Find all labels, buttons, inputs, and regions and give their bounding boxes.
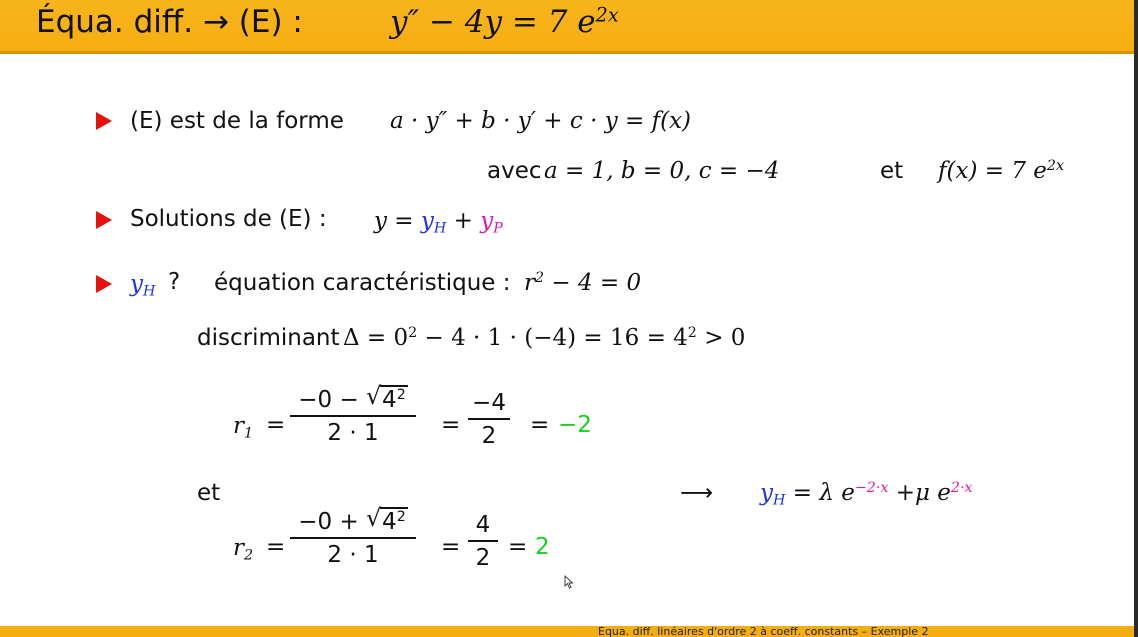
r1-radicand-base: 4 [382,387,397,413]
avec-label: avec [487,158,542,184]
yH-solution-exp2: 2·x [950,480,973,497]
et-label-2: et [197,480,221,506]
r1-equals-2: = [441,412,461,438]
yP-term [480,208,503,237]
characteristic-equation [524,270,641,296]
characteristic-rest: − 4 = 0 [551,270,642,296]
characteristic-label: équation caractéristique : [214,270,511,296]
delta-end: > 0 [704,325,746,351]
yH-question-symbol: y [130,271,143,297]
r1-radicand-exp: 2 [396,387,406,404]
f-definition-exponent: 2x [1046,158,1064,175]
r2-radicand [380,507,408,535]
arrow-icon: ⟶ [680,480,713,506]
r2-result: 2 [535,534,550,560]
title-equation [390,4,619,40]
footer-bar [0,626,1134,637]
plus-sign: + [453,208,473,234]
yH-solution-exp1: −2·x [854,480,889,497]
r2-denominator: 2 · 1 [327,542,379,568]
r2-radicand-base: 4 [382,509,397,535]
bullet-icon [96,211,112,229]
r2-fraction [290,504,416,568]
r2-fraction-2 [468,512,498,571]
r1-num-2: −4 [472,390,506,416]
fraction-bar [468,418,510,420]
radical-icon: √ [366,504,382,532]
r2-symbol: r [233,535,244,561]
coefficients: a = 1, b = 0, c = −4 [544,158,780,184]
bullet-icon [96,275,112,293]
question-mark: ? [168,269,181,295]
r1-subscript: 1 [244,425,254,442]
r1-fraction [290,382,416,446]
r2-equals-3: = [508,534,528,560]
f-definition-main: f(x) = 7 e [938,158,1047,184]
fraction-bar [290,537,416,539]
mouse-cursor-icon [564,575,574,589]
yH-solution-lambda: = λ e [792,480,855,506]
characteristic-r: r [524,270,535,296]
r2-equals-2: = [441,534,461,560]
title-equation-main: y″ − 4y = 7 e [390,4,596,40]
delta-mid: − 4 · 1 · (−4) = 16 = 4 [424,325,688,351]
r1-symbol: r [233,413,244,439]
sqrt-icon [366,382,408,413]
r2-num-2: 4 [475,512,491,538]
delta-exp-2: 2 [687,325,697,342]
r1-num-prefix: −0 − [298,387,359,413]
r1-denominator: 2 · 1 [327,420,379,446]
yH-term [420,208,447,237]
r1-radicand [380,385,408,413]
r1-equals: = [266,412,286,438]
r1-result: −2 [558,412,592,438]
r2-lhs [233,535,254,564]
delta-start: Δ = 0 [343,325,409,351]
r1-fraction-2 [468,390,510,449]
footer-text: Équa. diff. linéaires d'ordre 2 à coeff. constants – Exemple 2 [598,626,929,637]
yH-solution-mu: +μ e [895,480,951,506]
fraction-bar [468,540,498,542]
yP-symbol: y [480,208,494,234]
yH-subscript: H [433,220,447,237]
bullet-icon [96,112,112,130]
yH-solution-symbol: y [760,480,773,506]
fraction-bar [290,415,416,417]
title-bar [0,0,1134,54]
characteristic-r-exponent: 2 [535,270,545,287]
discriminant-formula [343,325,745,351]
r2-den-2: 2 [475,545,491,571]
window-edge [1134,0,1138,637]
r2-num-prefix: −0 + [298,509,359,535]
f-definition [938,158,1064,184]
yH-question-subscript: H [143,283,156,300]
yH-solution [760,480,973,509]
yH-solution-term [760,480,786,509]
yP-subscript: P [493,220,503,237]
form-label: (E) est de la forme [130,108,344,134]
sqrt-icon [366,504,408,535]
radical-icon: √ [366,382,382,410]
r2-radicand-exp: 2 [396,509,406,526]
r2-subscript: 2 [244,547,254,564]
r1-equals-3: = [530,412,550,438]
yH-question [130,271,156,300]
solutions-label: Solutions de (E) : [130,206,327,232]
r1-den-2: 2 [481,423,497,449]
r2-numerator [290,504,416,535]
general-form-formula: a · y″ + b · y′ + c · y = f(x) [390,108,692,134]
r2-equals: = [266,534,286,560]
delta-exp-1: 2 [408,325,418,342]
title-text: Équa. diff. → (E) : [36,4,303,40]
discriminant-label: discriminant [197,325,340,351]
r1-lhs [233,413,254,442]
solution-sum-lhs: y = [374,208,414,234]
r1-numerator [290,382,416,413]
solution-sum [374,208,503,237]
et-label-1: et [880,158,904,184]
yH-symbol: y [420,208,434,234]
yH-solution-subscript: H [773,492,786,509]
title-equation-exponent: 2x [595,3,619,27]
